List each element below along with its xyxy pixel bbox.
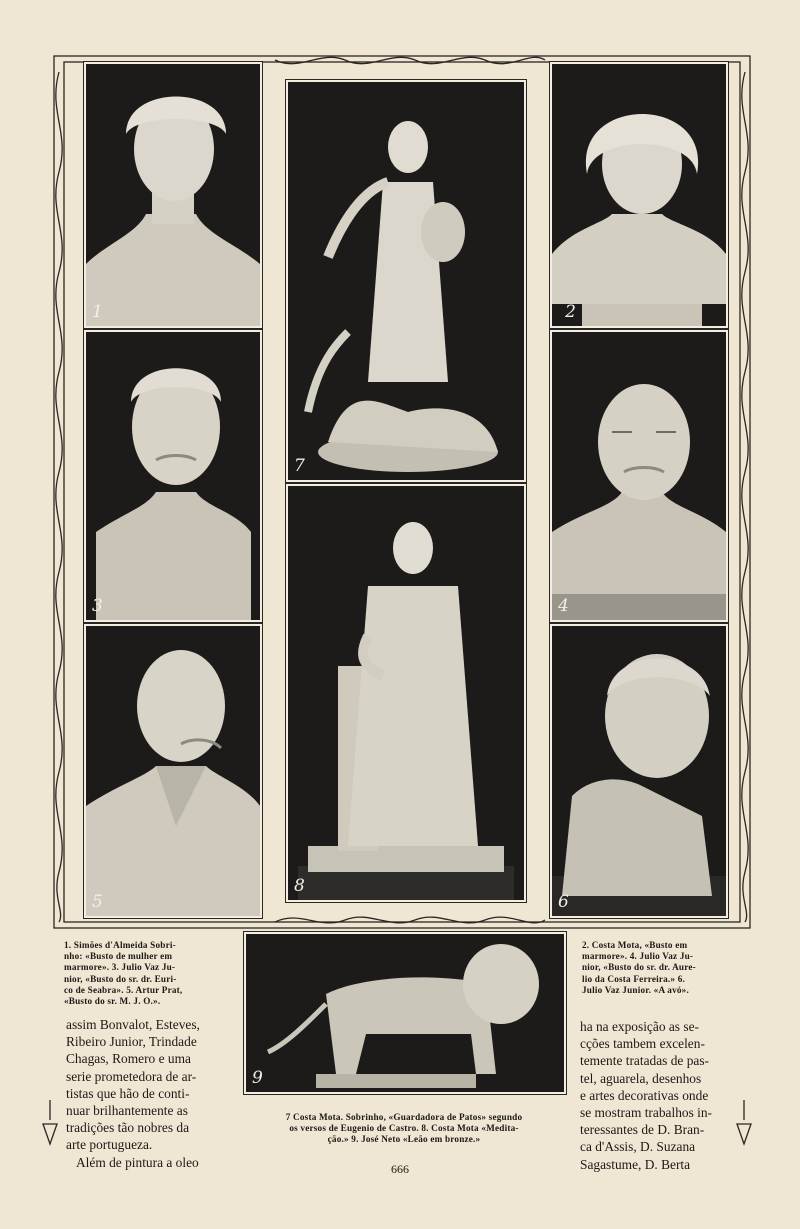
- body-line: Além de pintura a oleo: [76, 1154, 199, 1170]
- body-line: nuar brilhantemente as: [66, 1103, 188, 1119]
- caption-left-line: co de Seabra». 5. Artur Prat,: [64, 984, 183, 995]
- figure-4-photo: [550, 330, 728, 622]
- body-line: ca d'Assis, D. Suzana: [580, 1139, 696, 1155]
- body-line: teressantes de D. Bran-: [580, 1122, 705, 1138]
- caption-bottom-line: ção.» 9. José Neto «Leão em bronze.»: [327, 1134, 481, 1145]
- figure-9-number: 9: [252, 1068, 263, 1088]
- body-line: assim Bonvalot, Esteves,: [66, 1017, 200, 1032]
- caption-bottom-line: os versos de Eugenio de Castro. 8. Costa Mota «Medita-: [289, 1123, 519, 1134]
- body-line: Ribeiro Junior, Trindade: [66, 1034, 197, 1050]
- figure-1-number: 1: [92, 302, 103, 322]
- figure-1-photo: [84, 62, 262, 328]
- figure-2-number: 2: [565, 302, 576, 322]
- left-pointer-ornament: [40, 1100, 60, 1146]
- body-line: se mostram trabalhos in-: [580, 1105, 713, 1121]
- figure-8-number: 8: [294, 876, 305, 896]
- figure-3-number: 3: [92, 596, 103, 616]
- right-pointer-ornament: [734, 1100, 754, 1146]
- body-line: cções tambem excelen-: [580, 1036, 705, 1052]
- figure-3-photo: [84, 330, 262, 622]
- body-line: temente tratadas de pas-: [580, 1053, 710, 1069]
- bust-child-image: [552, 64, 726, 326]
- body-column-right: [580, 1018, 736, 1173]
- body-line: tistas que hão de conti-: [66, 1085, 190, 1101]
- caption-right-line: lio da Costa Ferreira.» 6.: [582, 973, 686, 984]
- caption-bottom: [244, 1112, 564, 1146]
- page-number: 666: [391, 1162, 409, 1176]
- bust-man-moustache-image: [86, 332, 260, 620]
- figure-6-photo: [550, 624, 728, 918]
- body-line: tel, aguarela, desenhos: [580, 1070, 702, 1086]
- figure-5-number: 5: [92, 892, 103, 912]
- goose-keeper-statue-image: [288, 82, 524, 480]
- body-line: Sagastume, D. Berta: [580, 1156, 691, 1172]
- caption-left-line: nior, «Busto do sr. dr. Euri-: [64, 973, 177, 984]
- meditation-statue-image: [288, 486, 524, 900]
- figure-7-number: 7: [294, 456, 305, 476]
- figure-4-number: 4: [558, 596, 569, 616]
- figure-7-photo: [286, 80, 526, 482]
- figure-5-photo: [84, 624, 262, 918]
- body-line: e artes decorativas onde: [580, 1087, 709, 1103]
- figure-6-number: 6: [558, 892, 569, 912]
- caption-left-line: 1. Simões d'Almeida Sobri-: [64, 940, 176, 950]
- caption-right-line: marmore». 4. Julio Vaz Ju-: [582, 951, 694, 962]
- bust-elder-man-image: [86, 626, 260, 916]
- body-column-left: [66, 1016, 226, 1171]
- figure-2-photo: [550, 62, 728, 328]
- caption-right-line: Julio Vaz Junior. «A avó».: [582, 984, 689, 995]
- bust-grandmother-image: [552, 626, 726, 916]
- lion-bronze-image: [246, 934, 564, 1092]
- figure-8-photo: [286, 484, 526, 902]
- body-line: serie prometedora de ar-: [66, 1068, 197, 1084]
- caption-left-line: marmore». 3. Julio Vaz Ju-: [64, 962, 176, 973]
- caption-right: [582, 940, 740, 996]
- figure-9-photo: [244, 932, 566, 1094]
- caption-bottom-line: 7 Costa Mota. Sobrinho, «Guardadora de Patos» segundo: [285, 1112, 523, 1122]
- caption-left-line: «Busto do sr. M. J. O.».: [64, 996, 161, 1007]
- body-line: tradições tão nobres da: [66, 1120, 190, 1136]
- caption-right-line: 2. Costa Mota, «Busto em: [582, 940, 688, 950]
- body-line: Chagas, Romero e uma: [66, 1051, 191, 1067]
- caption-left: [64, 940, 238, 1007]
- caption-left-line: nho: «Busto de mulher em: [64, 951, 173, 962]
- body-line: arte portugueza.: [66, 1137, 153, 1153]
- caption-right-line: nior, «Busto do sr. dr. Aure-: [582, 962, 696, 973]
- bust-man-glasses-image: [552, 332, 726, 620]
- body-line: ha na exposição as se-: [580, 1019, 699, 1034]
- bust-woman-image: [86, 64, 260, 326]
